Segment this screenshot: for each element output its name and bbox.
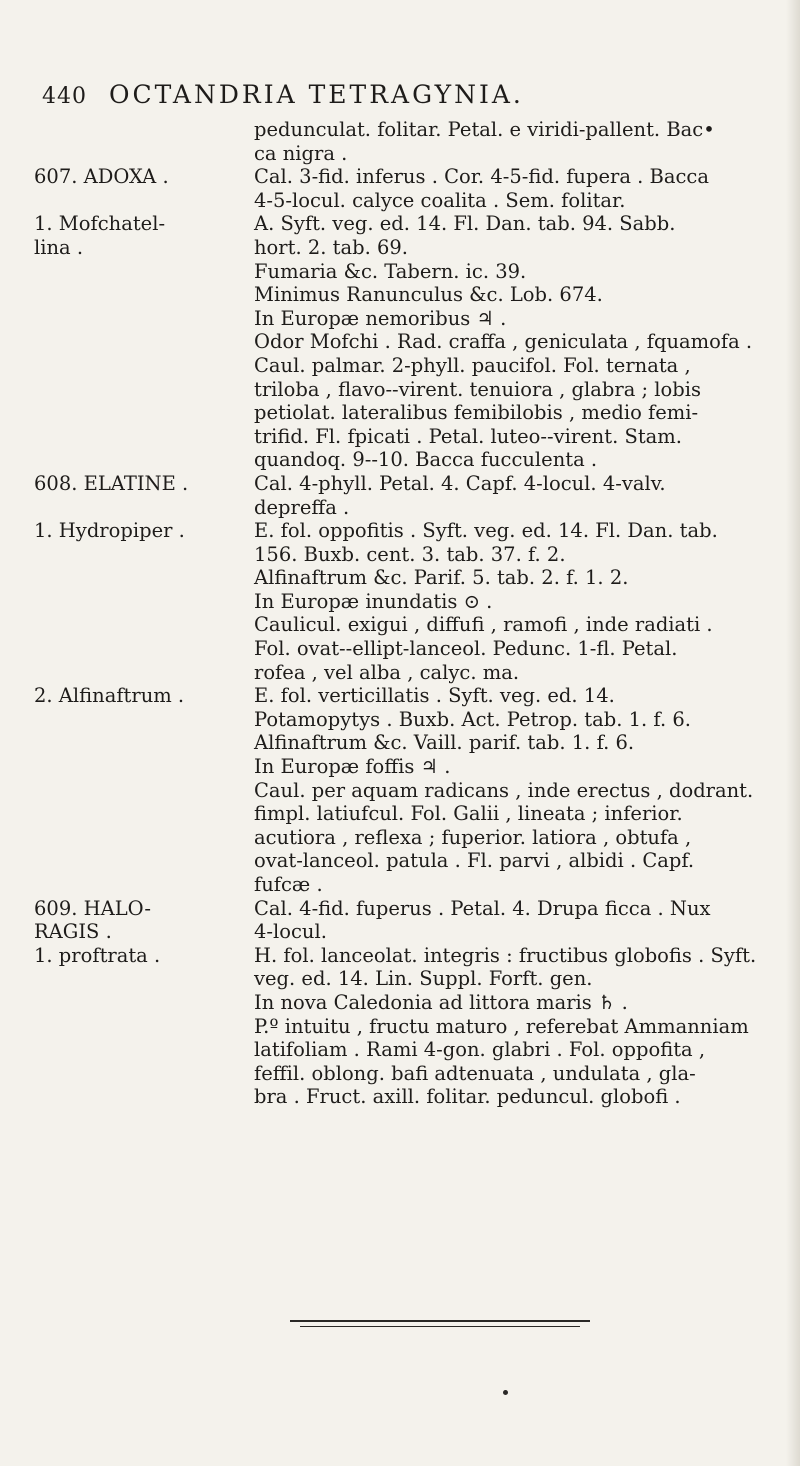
line-text: Cal. 4-phyll. Petal. 4. Capf. 4-locul. 4-valv. bbox=[254, 471, 666, 495]
entry-label bbox=[34, 1038, 254, 1062]
entry-label bbox=[34, 354, 254, 378]
running-title: OCTANDRIA TETRAGYNIA. bbox=[109, 80, 524, 109]
entry-label bbox=[34, 307, 254, 331]
line-text: In Europæ foffis ♃ . bbox=[254, 755, 451, 779]
line-text: E. fol. verticillatis . Syft. veg. ed. 14. bbox=[254, 684, 615, 708]
text-line bbox=[34, 543, 788, 567]
text-line bbox=[34, 212, 788, 236]
text-line bbox=[34, 684, 788, 708]
entry-label bbox=[34, 755, 254, 779]
line-text: depreffa . bbox=[254, 495, 350, 519]
text-line bbox=[34, 873, 788, 897]
entry-label: 1. Mofchatel- bbox=[34, 212, 166, 236]
line-text: 156. Buxb. cent. 3. tab. 37. f. 2. bbox=[254, 542, 566, 566]
text-line bbox=[34, 425, 788, 449]
line-text: Caul. palmar. 2-phyll. paucifol. Fol. ternata , bbox=[254, 353, 691, 377]
entry-label: 1. Hydropiper . bbox=[34, 519, 185, 543]
entry-label bbox=[34, 826, 254, 850]
line-text: quandoq. 9--10. Bacca fucculenta . bbox=[254, 448, 598, 472]
line-text: Minimus Ranunculus &c. Lob. 674. bbox=[254, 283, 603, 307]
text-line bbox=[34, 731, 788, 755]
entry-label bbox=[34, 448, 254, 472]
line-text: In Europæ nemoribus ♃ . bbox=[254, 306, 507, 330]
text-line bbox=[34, 189, 788, 213]
line-text: trifid. Fl. fpicati . Petal. luteo--virent. Stam. bbox=[254, 424, 682, 448]
entry-label bbox=[34, 708, 254, 732]
entry-label bbox=[34, 637, 254, 661]
line-text: hort. 2. tab. 69. bbox=[254, 235, 409, 259]
text-line bbox=[34, 354, 788, 378]
entry-label bbox=[34, 613, 254, 637]
text-line bbox=[34, 661, 788, 685]
text-line bbox=[34, 448, 788, 472]
entry-label: lina . bbox=[34, 235, 84, 259]
line-text: fufcæ . bbox=[254, 873, 323, 896]
line-text: Alfinaftrum &c. Parif. 5. tab. 2. f. 1. 2. bbox=[254, 566, 629, 590]
line-text: Caulicul. exigui , diffufi , ramofi , inde radiati . bbox=[254, 613, 713, 637]
entry-label bbox=[34, 543, 254, 567]
line-text: Caul. per aquam radicans , inde erectus , dodrant. bbox=[254, 778, 754, 802]
text-line bbox=[34, 1038, 788, 1062]
entry-label bbox=[34, 590, 254, 614]
text-line bbox=[34, 165, 788, 189]
entry-label bbox=[34, 260, 254, 284]
entry-label bbox=[34, 566, 254, 590]
line-text: veg. ed. 14. Lin. Suppl. Forft. gen. bbox=[254, 967, 593, 991]
entry-label: 607. ADOXA . bbox=[34, 165, 169, 189]
text-line bbox=[34, 637, 788, 661]
text-line bbox=[34, 496, 788, 520]
line-text: Fol. ovat--ellipt-lanceol. Pedunc. 1-fl. Petal. bbox=[254, 637, 678, 661]
entry-label bbox=[34, 661, 254, 685]
line-text: Cal. 4-fid. fuperus . Petal. 4. Drupa ficca . Nux bbox=[254, 896, 711, 920]
text-line bbox=[34, 142, 788, 166]
entry-label bbox=[34, 802, 254, 826]
entry-label bbox=[34, 1085, 254, 1109]
text-line bbox=[34, 378, 788, 402]
line-text: feffil. oblong. bafi adtenuata , undulata , gla- bbox=[254, 1061, 696, 1085]
line-text: ovat-lanceol. patula . Fl. parvi , albidi . Capf. bbox=[254, 849, 695, 873]
entry-label bbox=[34, 873, 254, 897]
entry-label bbox=[34, 378, 254, 402]
text-line bbox=[34, 1015, 788, 1039]
entry-label bbox=[34, 779, 254, 803]
line-text: fimpl. latiufcul. Fol. Galii , lineata ; inferior. bbox=[254, 802, 683, 826]
text-line bbox=[34, 967, 788, 991]
text-line bbox=[34, 566, 788, 590]
text-line bbox=[34, 897, 788, 921]
text-line bbox=[34, 260, 788, 284]
entry-label: RAGIS . bbox=[34, 920, 112, 944]
entry-label bbox=[34, 849, 254, 873]
entry-label bbox=[34, 731, 254, 755]
text-line bbox=[34, 1085, 788, 1109]
entry-label bbox=[34, 991, 254, 1015]
entry-label bbox=[34, 283, 254, 307]
text-line bbox=[34, 802, 788, 826]
text-line bbox=[34, 755, 788, 779]
line-text: latifoliam . Rami 4-gon. glabri . Fol. oppofita , bbox=[254, 1038, 706, 1062]
line-text: Alfinaftrum &c. Vaill. parif. tab. 1. f. 6. bbox=[254, 731, 635, 755]
text-line bbox=[34, 1062, 788, 1086]
line-text: bra . Fruct. axill. folitar. peduncul. globofi . bbox=[254, 1085, 681, 1109]
line-text: rofea , vel alba , calyc. ma. bbox=[254, 660, 520, 684]
text-line bbox=[34, 401, 788, 425]
text-line bbox=[34, 330, 788, 354]
entry-label bbox=[34, 118, 254, 142]
line-text: 4-5-locul. calyce coalita . Sem. folitar. bbox=[254, 188, 626, 212]
text-line bbox=[34, 283, 788, 307]
entry-label: 2. Alfinaftrum . bbox=[34, 684, 185, 708]
line-text: triloba , flavo--virent. tenuiora , glabra ; lobis bbox=[254, 377, 702, 401]
ink-dot bbox=[503, 1390, 508, 1395]
line-text: 4-locul. bbox=[254, 920, 327, 944]
line-text: A. Syft. veg. ed. 14. Fl. Dan. tab. 94. Sabb. bbox=[254, 212, 676, 236]
rule-line-thin bbox=[300, 1326, 580, 1327]
line-text: Odor Mofchi . Rad. craffa , geniculata , fquamofa . bbox=[254, 330, 753, 354]
entry-label bbox=[34, 189, 254, 213]
entry-label: 1. proftrata . bbox=[34, 943, 161, 967]
line-text: In Europæ inundatis ⊙ . bbox=[254, 589, 493, 613]
text-body bbox=[34, 118, 788, 1109]
entry-label bbox=[34, 1062, 254, 1086]
rule-line bbox=[290, 1320, 590, 1322]
text-line bbox=[34, 590, 788, 614]
text-line bbox=[34, 944, 788, 968]
entry-label bbox=[34, 425, 254, 449]
text-line bbox=[34, 307, 788, 331]
text-line bbox=[34, 472, 788, 496]
entry-label bbox=[34, 401, 254, 425]
line-text: In nova Caledonia ad littora maris ♄ . bbox=[254, 990, 628, 1014]
page-number: 440 bbox=[42, 84, 87, 109]
entry-label bbox=[34, 330, 254, 354]
line-text: P.º intuitu , fructu maturo , referebat Ammanniam bbox=[254, 1014, 749, 1038]
entry-label: 609. HALO- bbox=[34, 896, 151, 920]
line-text: Potamopytys . Buxb. Act. Petrop. tab. 1. f. 6. bbox=[254, 707, 691, 731]
entry-label: 608. ELATINE . bbox=[34, 471, 189, 495]
text-line bbox=[34, 708, 788, 732]
text-line bbox=[34, 849, 788, 873]
text-line bbox=[34, 826, 788, 850]
text-line bbox=[34, 613, 788, 637]
text-line bbox=[34, 991, 788, 1015]
text-line bbox=[34, 920, 788, 944]
entry-label bbox=[34, 142, 254, 166]
line-text: ca nigra . bbox=[254, 141, 348, 165]
text-line bbox=[34, 118, 788, 142]
text-line bbox=[34, 236, 788, 260]
text-line bbox=[34, 519, 788, 543]
line-text: pedunculat. folitar. Petal. e viridi-pallent. Bac• bbox=[254, 118, 715, 141]
line-text: Fumaria &c. Tabern. ic. 39. bbox=[254, 259, 527, 283]
line-text: petiolat. lateralibus femibilobis , medio femi- bbox=[254, 401, 699, 425]
line-text: acutiora , reflexa ; fuperior. latiora , obtufa , bbox=[254, 825, 692, 849]
line-text: Cal. 3-fid. inferus . Cor. 4-5-fid. fupera . Bacca bbox=[254, 165, 709, 189]
line-text: E. fol. oppofitis . Syft. veg. ed. 14. Fl. Dan. tab. bbox=[254, 519, 718, 543]
entry-label bbox=[34, 1015, 254, 1039]
page-header bbox=[42, 80, 762, 109]
page-edge-shadow bbox=[786, 0, 800, 1466]
entry-label bbox=[34, 967, 254, 991]
entry-label bbox=[34, 496, 254, 520]
text-line bbox=[34, 779, 788, 803]
line-text: H. fol. lanceolat. integris : fructibus globofis . Syft. bbox=[254, 943, 757, 967]
